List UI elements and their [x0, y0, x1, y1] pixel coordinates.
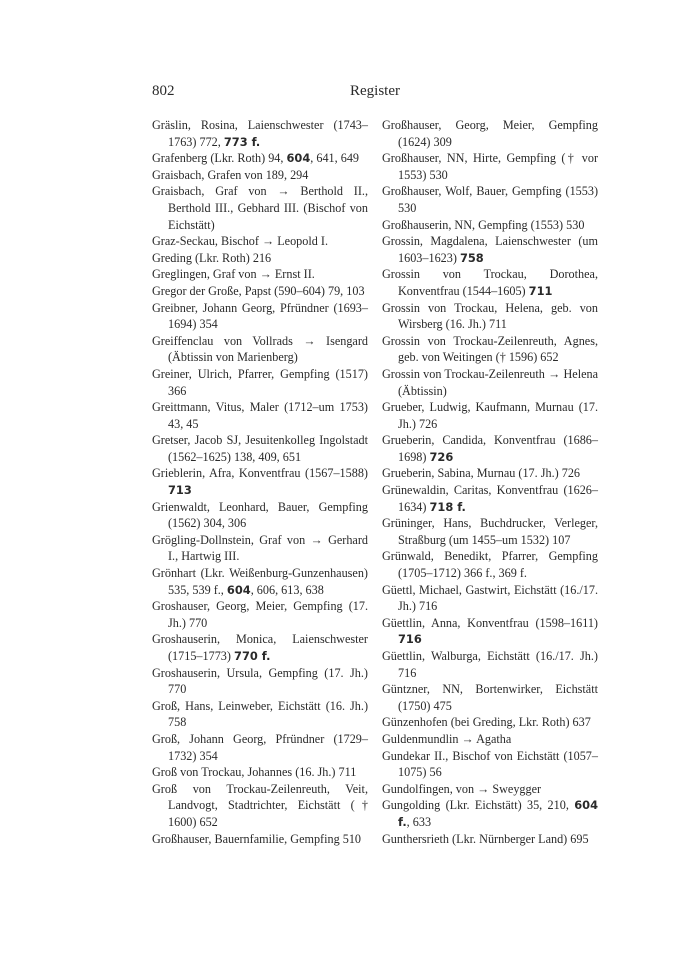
index-entry-text: Grossin von Trockau-Zeilenreuth, Agnes, geb. von Weitingen († 1596) 652: [382, 333, 598, 365]
index-entry-text: Grünewaldin, Caritas, Konventfrau (1626–1634): [382, 483, 598, 514]
index-entry: [382, 748, 598, 781]
index-entry-bold-ref: 604: [286, 151, 311, 166]
index-entry: [152, 250, 368, 267]
index-entry: [152, 764, 368, 781]
index-column-right: [382, 117, 598, 847]
index-entry-bold-ref: 604 f.: [398, 798, 598, 829]
index-entry: [382, 333, 598, 366]
index-entry: [382, 831, 598, 848]
index-entry-text: Grienwaldt, Leonhard, Bauer, Gempfing (1562) 304, 306: [152, 499, 368, 531]
index-entry-text: Graisbach, Grafen von 189, 294: [152, 167, 309, 182]
index-entry: [382, 217, 598, 234]
index-entry-text: Grögling-Dollnstein, Graf von → Gerhard I., Hartwig III.: [152, 532, 368, 564]
index-entry: [382, 266, 598, 299]
index-entry: [382, 515, 598, 548]
index-entry-text: Groß von Trockau-Zeilenreuth, Veit, Landvogt, Stadtrichter, Eichstätt († 1600) 652: [152, 781, 368, 829]
index-entry-text: Gunthersrieth (Lkr. Nürnberger Land) 695: [382, 831, 589, 846]
index-entry: [382, 117, 598, 150]
index-entry-text: Güettlin, Anna, Konventfrau (1598–1611): [382, 615, 598, 630]
index-entry: [152, 300, 368, 333]
index-entry-bold-ref: 758: [459, 250, 484, 265]
index-entry: [152, 598, 368, 631]
index-entry: [152, 631, 368, 664]
index-entry: [382, 615, 598, 648]
index-entry-bold-ref: 604: [226, 582, 251, 597]
index-entry-text: Groshauser, Georg, Meier, Gempfing (17. Jh.) 770: [152, 599, 368, 630]
index-entry: [152, 366, 368, 399]
index-entry-text: Günzenhofen (bei Greding, Lkr. Roth) 637: [382, 715, 591, 730]
index-entry: [152, 532, 368, 565]
index-entry-text: Greibner, Johann Georg, Pfründner (1693–1694) 354: [152, 300, 368, 332]
index-entry-text: Graz-Seckau, Bischof → Leopold I.: [152, 234, 328, 249]
index-entry: [152, 266, 368, 283]
index-entry-text: Guldenmundlin → Agatha: [382, 731, 512, 746]
index-entry-text: Grossin von Trockau, Dorothea, Konventfrau (1544–1605): [382, 267, 598, 298]
index-entry: [152, 167, 368, 184]
page-number: 802: [152, 83, 175, 99]
index-entry: [152, 283, 368, 300]
index-entry: [382, 781, 598, 798]
index-entry: [152, 183, 368, 233]
index-entry-text: Greiner, Ulrich, Pfarrer, Gempfing (1517) 366: [152, 366, 368, 398]
index-entry-text: Güntzner, NN, Bortenwirker, Eichstätt (1750) 475: [382, 682, 598, 713]
index-entry: [152, 432, 368, 465]
index-entry-text: Güettl, Michael, Gastwirt, Eichstätt (16./17. Jh.) 716: [382, 582, 598, 614]
index-entry-text: Güettlin, Walburga, Eichstätt (16./17. Jh.) 716: [382, 649, 598, 680]
index-entry: [382, 797, 598, 830]
index-entry-text: Greglingen, Graf von → Ernst II.: [152, 267, 315, 282]
index-entry-text: Grossin von Trockau-Zeilenreuth → Helena (Äbtissin): [382, 366, 598, 398]
index-entry: [152, 665, 368, 698]
index-entry: [382, 150, 598, 183]
index-entry-bold-ref: 770 f.: [234, 649, 271, 663]
index-entry: [152, 333, 368, 366]
index-entry: [152, 117, 368, 150]
index-entry: [152, 233, 368, 250]
index-entry-text: Grafenberg (Lkr. Roth) 94,: [152, 151, 287, 166]
index-entry: [382, 714, 598, 731]
index-entry-text: Grueberin, Candida, Konventfrau (1686–1698): [382, 433, 598, 464]
index-entry: [152, 465, 368, 498]
index-entry-text: Grossin von Trockau, Helena, geb. von Wirsberg (16. Jh.) 711: [382, 300, 598, 332]
index-entry: [382, 548, 598, 581]
index-entry-text: Groß, Hans, Leinweber, Eichstätt (16. Jh.) 758: [152, 698, 368, 730]
index-entry-text: Gundekar II., Bischof von Eichstätt (1057–1075) 56: [382, 748, 598, 780]
index-entry-text: Grossin, Magdalena, Laienschwester (um 1603–1623): [382, 234, 598, 265]
index-entry-text: Gräslin, Rosina, Laienschwester (1743–1763) 772,: [152, 118, 368, 149]
index-entry: [382, 681, 598, 714]
index-entry: [382, 366, 598, 399]
index-entry: [152, 565, 368, 598]
index-entry-bold-ref: 713: [168, 483, 192, 498]
index-entry: [382, 300, 598, 333]
running-head: Register: [350, 83, 400, 99]
index-entry-text: Gretser, Jacob SJ, Jesuitenkolleg Ingolstadt (1562–1625) 138, 409, 651: [152, 433, 368, 464]
index-entry: [382, 233, 598, 266]
index-entry-text: Greittmann, Vitus, Maler (1712–um 1753) 43, 45: [152, 400, 368, 431]
index-entry: [152, 698, 368, 731]
index-entry: [152, 731, 368, 764]
index-entry: [152, 150, 368, 167]
index-entry-text: Gundolfingen, von → Sweygger: [382, 781, 542, 796]
index-entry-text: Groshauserin, Ursula, Gempfing (17. Jh.) 770: [152, 665, 368, 697]
index-entry-text: Graisbach, Graf von → Berthold II., Berthold III., Gebhard III. (Bischof von Eichstätt): [152, 184, 368, 232]
index-column-left: [152, 117, 368, 847]
index-entry-text: Grieblerin, Afra, Konventfrau (1567–1588): [152, 466, 368, 481]
index-entry: [382, 465, 598, 482]
index-entry-bold-ref: 718 f.: [429, 499, 466, 514]
index-entry-text: Gregor der Große, Papst (590–604) 79, 103: [152, 283, 365, 298]
index-entry: [382, 648, 598, 681]
index-entry-text: Großhauser, NN, Hirte, Gempfing († vor 1553) 530: [382, 151, 598, 182]
index-entry: [152, 399, 368, 432]
index-entry: [382, 582, 598, 615]
index-entry-text: Großhauser, Georg, Meier, Gempfing (1624) 309: [382, 118, 598, 149]
index-entry: [152, 831, 368, 848]
index-entry-text: , 641, 649: [310, 151, 360, 166]
index-entry-bold-ref: 726: [429, 449, 454, 464]
index-entry-text: , 606, 613, 638: [250, 582, 324, 597]
index-entry-text: Großhauser, Wolf, Bauer, Gempfing (1553) 530: [382, 184, 598, 215]
index-entry: [382, 482, 598, 515]
index-entry-text: Groß, Johann Georg, Pfründner (1729–1732) 354: [152, 731, 368, 763]
index-entry-text: , 633: [406, 814, 432, 829]
index-entry-bold-ref: 711: [528, 283, 553, 298]
index-entry: [382, 731, 598, 748]
index-entry-text: Greding (Lkr. Roth) 216: [152, 250, 272, 265]
index-entry-bold-ref: 773 f.: [223, 134, 261, 149]
index-entry-text: Grünwald, Benedikt, Pfarrer, Gempfing (1705–1712) 366 f., 369 f.: [382, 549, 598, 581]
index-entry-text: Grueberin, Sabina, Murnau (17. Jh.) 726: [382, 466, 581, 481]
page-header: [152, 83, 598, 103]
index-entry: [152, 499, 368, 532]
index-entry: [382, 183, 598, 216]
index-entry-text: Grönhart (Lkr. Weißenburg-Gunzenhausen) 535, 539 f.,: [152, 566, 368, 597]
index-entry-text: Großhauserin, NN, Gempfing (1553) 530: [382, 217, 585, 232]
index-entry-text: Großhauser, Bauernfamilie, Gempfing 510: [152, 831, 362, 846]
index-entry-text: Gungolding (Lkr. Eichstätt) 35, 210,: [382, 798, 575, 813]
index-entry-text: Grueber, Ludwig, Kaufmann, Murnau (17. Jh.) 726: [382, 400, 598, 431]
index-entry-text: Grüninger, Hans, Buchdrucker, Verleger, Straßburg (um 1455–um 1532) 107: [382, 516, 598, 547]
index-entry-bold-ref: 716: [398, 632, 422, 647]
index-entry-text: Groß von Trockau, Johannes (16. Jh.) 711: [152, 765, 357, 780]
index-entry-text: Greiffenclau von Vollrads → Isengard (Äbtissin von Marienberg): [152, 333, 368, 365]
index-entry: [382, 399, 598, 432]
index-entry-text: Groshauserin, Monica, Laienschwester (1715–1773): [152, 632, 368, 663]
index-entry: [382, 432, 598, 465]
index-entry: [152, 781, 368, 831]
